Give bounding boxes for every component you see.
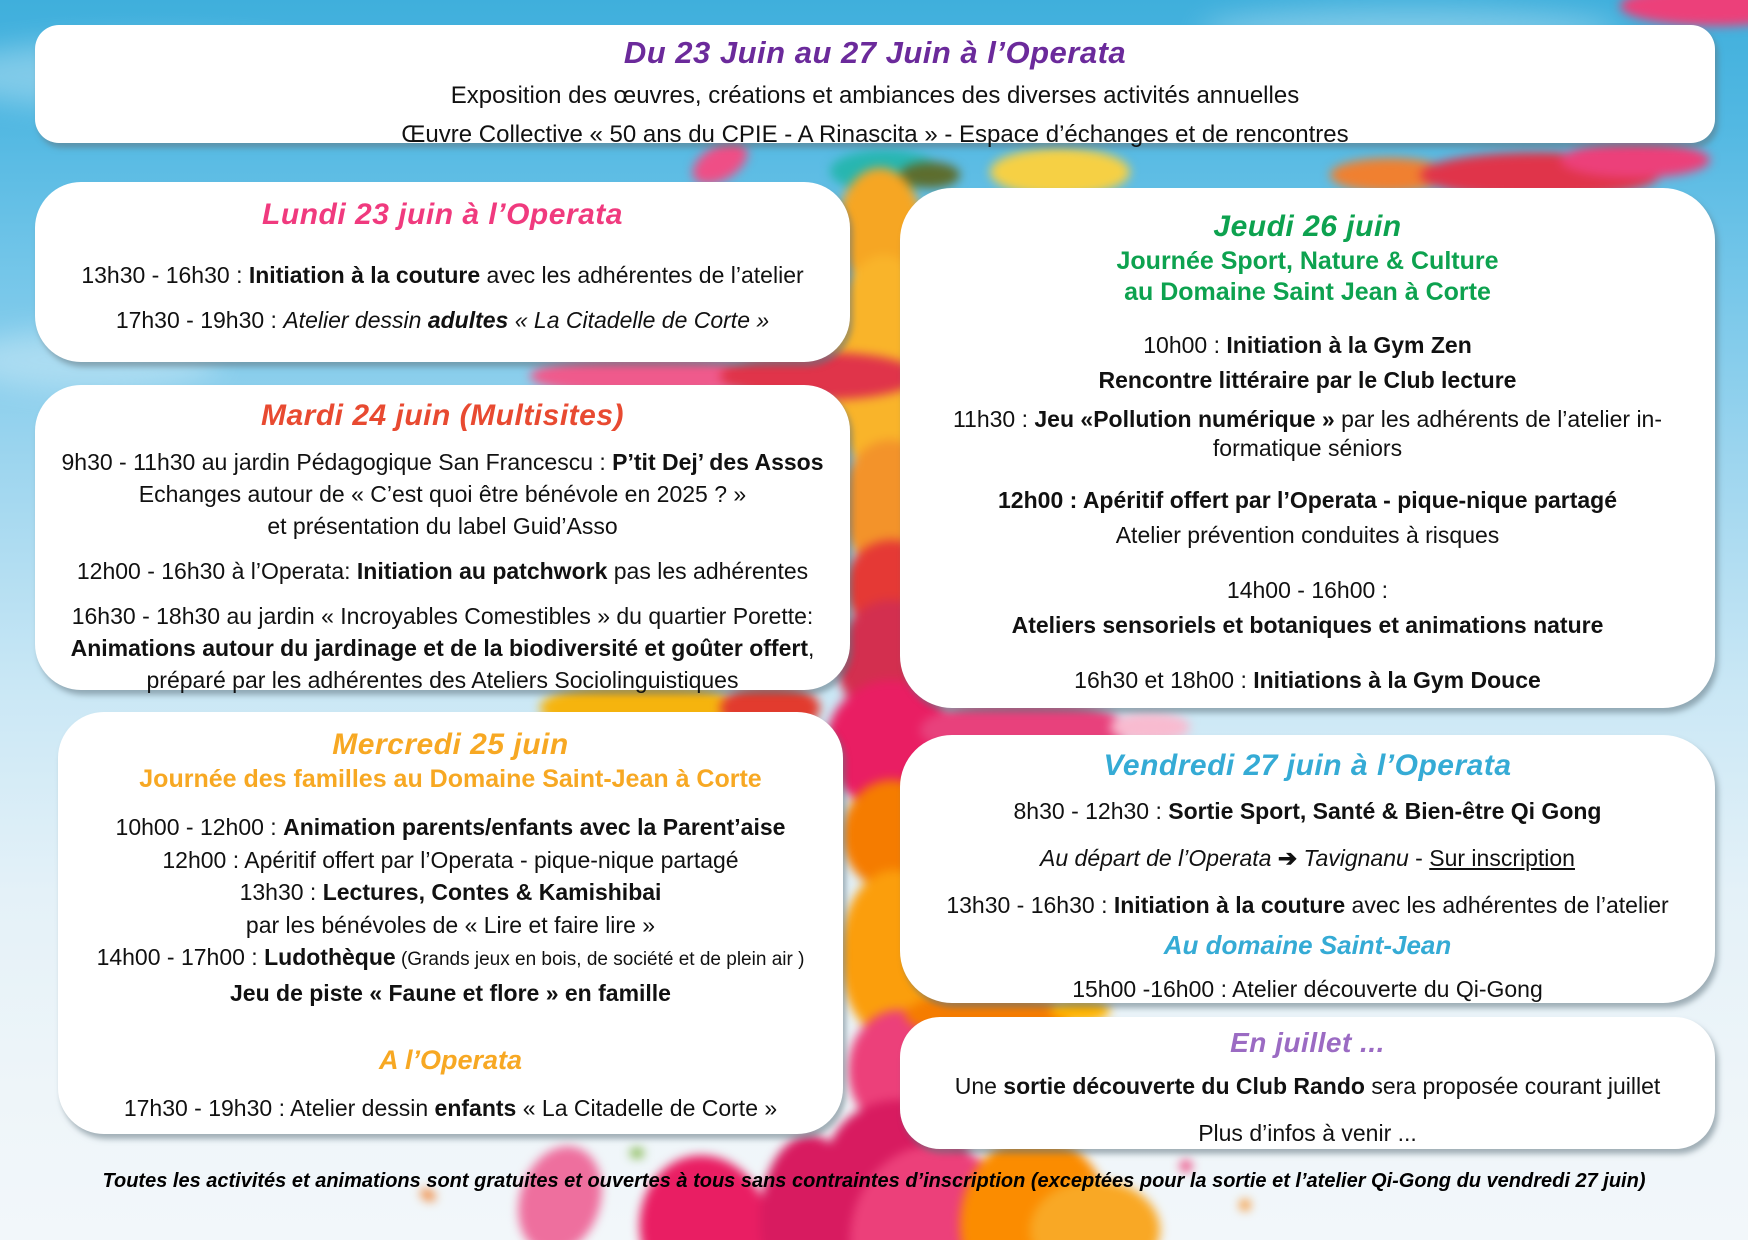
schedule-line	[900, 792, 1715, 830]
card-body	[900, 1067, 1715, 1153]
schedule-paragraph	[900, 328, 1715, 398]
schedule-paragraph	[900, 663, 1715, 698]
text-segment: 12h00 : Apéritif offert par l’Operata - pique-nique partagé	[162, 846, 739, 873]
schedule-line	[900, 483, 1715, 518]
schedule-paragraph	[900, 483, 1715, 553]
text-segment: et présentation du label Guid’Asso	[267, 513, 618, 539]
schedule-line	[900, 328, 1715, 363]
text-segment: 10h00 :	[1143, 332, 1227, 358]
card-title: En juillet ...	[1230, 1027, 1385, 1058]
schedule-line	[900, 363, 1715, 398]
schedule-line	[900, 434, 1715, 463]
card-body	[900, 792, 1715, 1008]
card-en-juillet	[900, 1017, 1715, 1149]
card-vendredi-27-juin	[900, 735, 1715, 1003]
header-banner	[35, 25, 1715, 148]
card-subtitle-line: Journée Sport, Nature & Culture	[1116, 247, 1499, 275]
card-lundi-23-juin	[35, 182, 850, 362]
text-segment: Initiations à la Gym Douce	[1253, 667, 1541, 693]
text-segment: P’tit Dej’ des Assos	[612, 449, 824, 475]
text-segment: adultes	[427, 307, 509, 333]
text-segment: Ateliers sensoriels et botaniques et animations nature	[1011, 612, 1604, 638]
card-subtitle	[900, 246, 1715, 308]
text-segment: Sur inscription	[1429, 845, 1575, 871]
text-segment: par les adhérents de l’atelier in-	[1334, 406, 1663, 432]
schedule-line	[58, 909, 843, 942]
text-segment: 11h30 :	[952, 406, 1035, 432]
text-segment: (Grands jeux en bois, de société et de plein air )	[395, 949, 805, 970]
text-segment: préparé par les adhérentes des Ateliers Sociolinguistiques	[146, 667, 739, 693]
card-body	[35, 259, 850, 337]
card-subtitle	[58, 764, 843, 795]
text-segment: -	[1408, 845, 1430, 871]
schedule-paragraph	[900, 970, 1715, 1008]
schedule-line	[900, 405, 1715, 434]
schedule-paragraph	[35, 446, 850, 542]
card-mardi-24-juin	[35, 385, 850, 693]
text-segment: pas les adhérentes	[607, 558, 809, 584]
schedule-line	[35, 555, 850, 587]
text-segment: avec les adhérentes de l’atelier	[1345, 892, 1669, 918]
schedule-line	[35, 478, 850, 510]
card-jeudi-26-juin	[900, 188, 1715, 708]
schedule-paragraph	[900, 405, 1715, 463]
text-segment: Atelier dessin	[283, 307, 428, 333]
card-title: Jeudi 26 juin	[1213, 210, 1402, 243]
schedule-line	[58, 811, 843, 844]
schedule-paragraph	[58, 1092, 843, 1125]
text-segment: par les bénévoles de « Lire et faire lire »	[245, 911, 656, 938]
text-segment: Initiation au patchwork	[356, 558, 608, 584]
card-section-heading: A l’Operata	[378, 1045, 523, 1075]
text-segment: 9h30 - 11h30 au jardin Pédagogique San Francescu :	[61, 449, 613, 475]
schedule-line	[900, 839, 1715, 877]
schedule-line	[35, 510, 850, 542]
card-title: Mercredi 25 juin	[332, 728, 569, 761]
card-body	[58, 811, 843, 1125]
text-segment: Plus d’infos à venir ...	[1198, 1120, 1417, 1146]
schedule-paragraph	[35, 555, 850, 587]
text-segment: 13h30 :	[239, 879, 323, 905]
text-segment: Atelier prévention conduites à risques	[1115, 522, 1500, 548]
schedule-line	[35, 664, 850, 696]
banner-line-1: Exposition des œuvres, créations et ambiances des diverses activités annuelles	[450, 82, 1300, 109]
card-title: Vendredi 27 juin à l’Operata	[1103, 749, 1512, 782]
schedule-line	[35, 600, 850, 632]
text-segment: Initiation à la Gym Zen	[1226, 332, 1472, 358]
schedule-line	[900, 886, 1715, 924]
schedule-paragraph	[900, 1114, 1715, 1153]
schedule-line	[35, 259, 850, 292]
text-segment: Sortie Sport, Santé & Bien-être Qi Gong	[1168, 798, 1602, 824]
schedule-line	[900, 573, 1715, 608]
poster-title: Du 23 Juin au 27 Juin à l’Operata	[623, 35, 1127, 70]
text-segment: sortie découverte du Club Rando	[1003, 1073, 1365, 1099]
card-body	[35, 446, 850, 696]
text-segment: 16h30 - 18h30 au jardin « Incroyables Comestibles » du quartier Porette:	[71, 603, 814, 629]
text-segment: Jeu de piste « Faune et flore » en famille	[230, 979, 671, 1006]
card-title: Lundi 23 juin à l’Operata	[262, 198, 623, 231]
schedule-line	[900, 608, 1715, 643]
text-segment: formatique séniors	[1212, 435, 1403, 461]
text-segment: avec les adhérentes de l’atelier	[480, 262, 804, 288]
text-segment: 17h30 - 19h30 :	[115, 307, 284, 333]
schedule-paragraph	[35, 304, 850, 337]
schedule-paragraph	[900, 886, 1715, 924]
text-segment: Animations autour du jardinage et de la biodiversité et goûter offert	[70, 635, 808, 661]
text-segment: 12h00 : Apéritif offert par l’Operata - pique-nique partagé	[998, 487, 1617, 513]
card-body	[900, 328, 1715, 698]
text-segment: Jeu «Pollution numérique »	[1034, 406, 1335, 432]
schedule-line	[58, 1092, 843, 1125]
text-segment: 8h30 - 12h30 :	[1013, 798, 1169, 824]
schedule-paragraph	[35, 259, 850, 292]
text-segment: Animation parents/enfants avec la Parent’aise	[283, 814, 786, 840]
text-segment: Une	[954, 1073, 1004, 1099]
schedule-line	[58, 844, 843, 877]
text-segment: 13h30 - 16h30 :	[81, 262, 249, 288]
schedule-line	[58, 977, 843, 1010]
text-segment: Lectures, Contes & Kamishibai	[322, 879, 662, 905]
schedule-paragraph	[58, 811, 843, 1009]
text-segment: ,	[807, 635, 815, 661]
schedule-line	[35, 304, 850, 337]
text-segment: enfants	[434, 1095, 517, 1121]
text-segment: « La Citadelle de Corte »	[508, 307, 770, 333]
text-segment: 13h30 - 16h30 :	[946, 892, 1114, 918]
schedule-line	[58, 941, 843, 977]
schedule-line	[58, 876, 843, 909]
schedule-line	[900, 1114, 1715, 1153]
text-segment: Au départ de l’Operata	[1040, 845, 1278, 871]
schedule-line	[35, 446, 850, 478]
schedule-paragraph	[900, 792, 1715, 830]
card-subtitle-line: Journée des familles au Domaine Saint-Jean à Corte	[139, 765, 762, 793]
text-segment: 14h00 - 16h00 :	[1226, 577, 1389, 603]
text-segment: 10h00 - 12h00 :	[115, 814, 284, 840]
text-segment: Tavignanu	[1297, 845, 1409, 871]
schedule-paragraph	[900, 1067, 1715, 1106]
text-segment: « La Citadelle de Corte »	[516, 1095, 778, 1121]
schedule-line	[900, 518, 1715, 553]
card-mercredi-25-juin	[58, 712, 843, 1134]
text-segment: Ludothèque	[264, 944, 396, 970]
text-segment: sera proposée courant juillet	[1364, 1073, 1661, 1099]
schedule-paragraph	[35, 600, 850, 696]
text-segment: ➔	[1277, 845, 1298, 871]
card-subtitle-line: au Domaine Saint Jean à Corte	[1124, 278, 1491, 306]
card-title: Mardi 24 juin (Multisites)	[260, 399, 625, 432]
schedule-line	[35, 632, 850, 664]
schedule-paragraph	[900, 573, 1715, 643]
text-segment: 12h00 - 16h30 à l’Operata:	[76, 558, 357, 584]
footer-note: Toutes les activités et animations sont gratuites et ouvertes à tous sans contraintes d’inscription (exceptées pour la sortie et l’atelier Qi-Gong du vendredi 27 juin)	[102, 1170, 1646, 1192]
text-segment: 14h00 - 17h00 :	[96, 944, 265, 970]
schedule-line	[900, 1067, 1715, 1106]
banner-line-2: Œuvre Collective « 50 ans du CPIE - A Rinascita » - Espace d’échanges et de rencontres	[401, 121, 1349, 148]
text-segment: 16h30 et 18h00 :	[1074, 667, 1254, 693]
schedule-line	[900, 970, 1715, 1008]
schedule-paragraph	[900, 839, 1715, 877]
text-segment: Echanges autour de « C’est quoi être bénévole en 2025 ? »	[138, 481, 747, 507]
schedule-line	[900, 663, 1715, 698]
text-segment: Initiation à la couture	[1113, 892, 1346, 918]
card-section-heading: Au domaine Saint-Jean	[1163, 930, 1452, 960]
text-segment: Rencontre littéraire par le Club lecture	[1098, 367, 1517, 393]
text-segment: Initiation à la couture	[248, 262, 481, 288]
text-segment: 15h00 -16h00 : Atelier découverte du Qi-Gong	[1072, 976, 1543, 1002]
text-segment: 17h30 - 19h30 : Atelier dessin	[123, 1095, 435, 1121]
